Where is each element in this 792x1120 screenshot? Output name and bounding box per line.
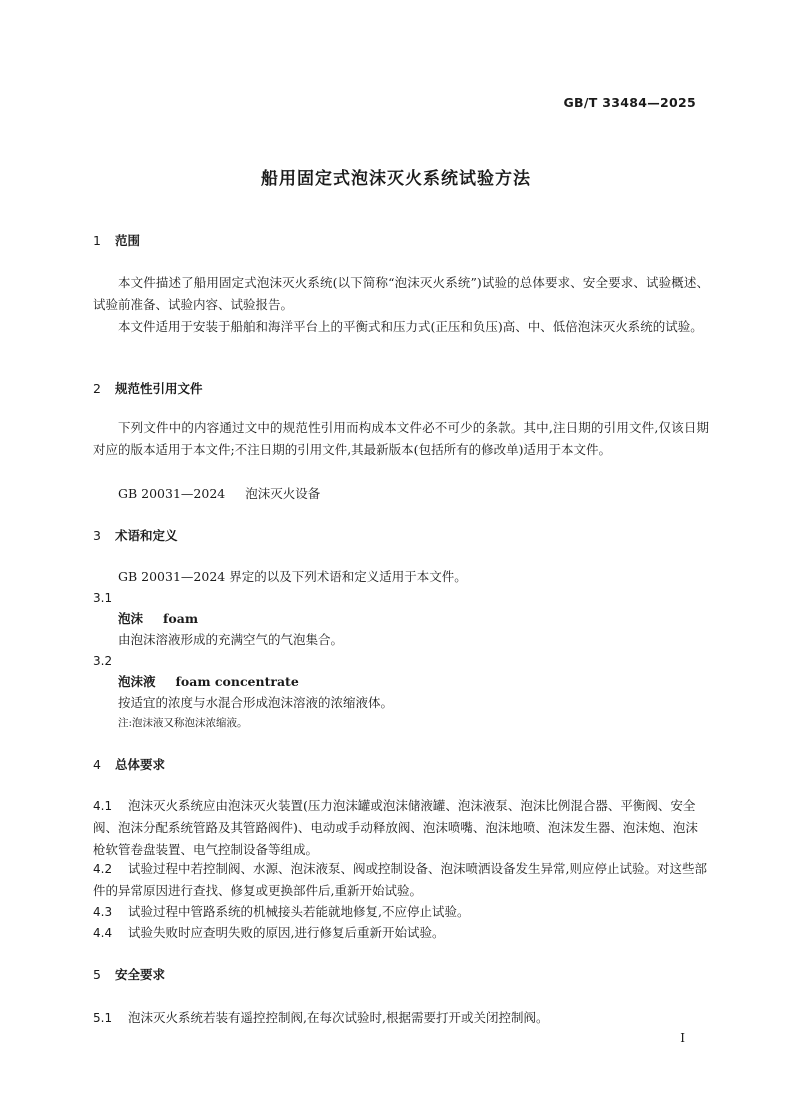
section-number: 1 <box>93 233 101 248</box>
clause-number: 4.4 <box>93 926 113 940</box>
reference-title: 泡沫灭火设备 <box>245 486 321 501</box>
section-1-paragraph-1: 本文件描述了船用固定式泡沫灭火系统(以下简称“泡沫灭火系统”)试验的总体要求、安全要求、试验概述、试验前准备、试验内容、试验报告。 <box>93 275 709 312</box>
clause-text: 泡沫灭火系统应由泡沫灭火装置(压力泡沫罐或泡沫储液罐、泡沫液泵、泡沫比例混合器、平衡阀、安全阀、泡沫分配系统管路及其管路阀件)、电动或手动释放阀、泡沫喷嘴、泡沫地喷、泡沫发生器、泡沫炮、泡沫枪软管卷盘装置、电气控制设备等组成。 <box>93 798 698 857</box>
clause-text: 试验过程中管路系统的机械接头若能就地修复,不应停止试验。 <box>128 904 470 919</box>
term-definition: 按适宜的浓度与水混合形成泡沫溶液的浓缩液体。 <box>118 695 394 710</box>
clause-number: 4.3 <box>93 905 113 919</box>
section-5-heading <box>93 964 709 986</box>
clause-text: 试验失败时应查明失败的原因,进行修复后重新开始试验。 <box>128 925 445 940</box>
clause-4-4 <box>93 922 709 944</box>
section-2-paragraph-1: 下列文件中的内容通过文中的规范性引用而构成本文件必不可少的条款。其中,注日期的引用文件,仅该日期对应的版本适用于本文件;不注日期的引用文件,其最新版本(包括所有的修改单)适用于本文件。 <box>93 420 709 457</box>
term-definition: 由泡沫溶液形成的充满空气的气泡集合。 <box>118 632 344 647</box>
clause-4-3 <box>93 901 709 923</box>
section-number: 4 <box>93 757 101 772</box>
section-title: 术语和定义 <box>115 528 178 543</box>
section-1-heading <box>93 230 709 252</box>
section-title: 范围 <box>115 233 141 248</box>
document-title: 船用固定式泡沫灭火系统试验方法 <box>261 169 531 189</box>
standard-code: GB/T 33484—2025 <box>563 95 696 110</box>
term-cn: 泡沫 <box>118 611 144 626</box>
normative-reference <box>93 483 734 505</box>
section-title: 规范性引用文件 <box>115 381 203 396</box>
term-number: 3.1 <box>93 591 113 605</box>
clause-text: 试验过程中若控制阀、水源、泡沫液泵、阀或控制设备、泡沫喷洒设备发生异常,则应停止试验。对这些部件的异常原因进行查找、修复或更换部件后,重新开始试验。 <box>93 861 707 898</box>
section-3-heading <box>93 525 709 547</box>
section-4-heading <box>93 754 709 776</box>
section-2-heading <box>93 378 709 400</box>
section-1-paragraph-2: 本文件适用于安装于船舶和海洋平台上的平衡式和压力式(正压和负压)高、中、低倍泡沫灭火系统的试验。 <box>118 319 703 334</box>
clause-4-2 <box>93 858 709 902</box>
clause-number: 5.1 <box>93 1011 113 1025</box>
term-number: 3.2 <box>93 654 113 668</box>
clause-text: 泡沫灭火系统若装有遥控控制阀,在每次试验时,根据需要打开或关闭控制阀。 <box>128 1010 549 1025</box>
section-title: 总体要求 <box>115 757 166 772</box>
section-number: 5 <box>93 967 101 982</box>
clause-4-1 <box>93 795 709 861</box>
term-note: 注:泡沫液又称泡沫浓缩液。 <box>118 717 248 729</box>
term-foam <box>93 608 734 630</box>
term-en: foam <box>163 611 199 626</box>
section-title: 安全要求 <box>115 967 166 982</box>
section-number: 2 <box>93 381 101 396</box>
clause-number: 4.2 <box>93 862 113 876</box>
clause-5-1 <box>93 1007 709 1029</box>
term-cn: 泡沫液 <box>118 674 156 689</box>
section-number: 3 <box>93 528 101 543</box>
reference-code: GB 20031—2024 <box>118 486 226 501</box>
term-en: foam concentrate <box>175 674 299 689</box>
clause-number: 4.1 <box>93 799 113 813</box>
page-number: I <box>680 1031 685 1045</box>
term-foam-concentrate <box>93 671 734 693</box>
section-3-intro: GB 20031—2024 界定的以及下列术语和定义适用于本文件。 <box>118 569 467 584</box>
